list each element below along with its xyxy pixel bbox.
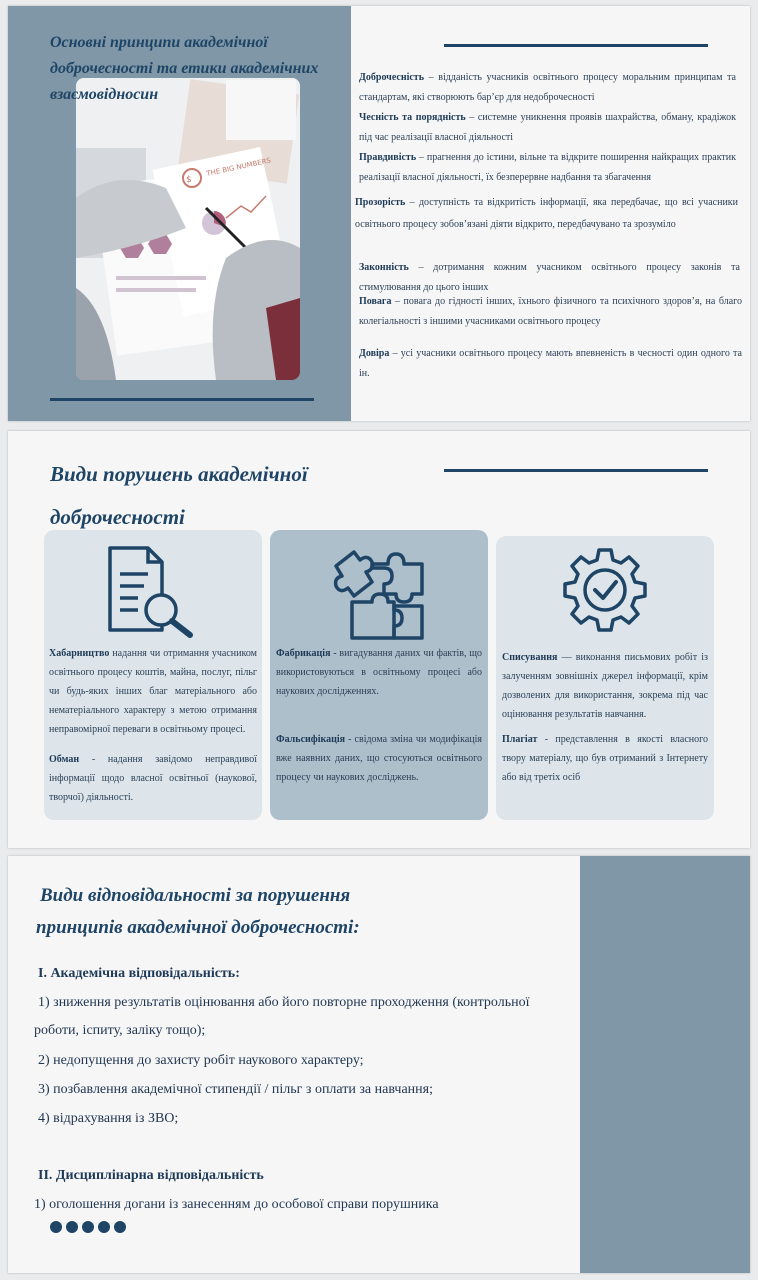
violation-card-cheating [496, 536, 714, 820]
slide3-title: Види відповідальності за порушення принципів академічної доброчесності: [36, 885, 360, 938]
principle-integrity: Доброчесність – відданість учасників освітнього процесу моральним принципам та стандартам, які створюють бар’єр для недоброчесності [359, 72, 736, 103]
section-disciplinary: II. Дисциплінарна відповідальність [38, 1168, 264, 1183]
decorative-dots [50, 1220, 130, 1238]
list-item: 2) недопущення до захисту робіт наукового характеру; [38, 1053, 364, 1068]
principle-transparency: Прозорість – доступність та відкритість інформації, яка передбачає, що всі учасники освітнього процесу зобов’язані діяти відкрито, передбачувано та зрозуміло [355, 197, 738, 230]
right-panel [580, 856, 750, 1273]
violation-copying: Списування — виконання письмових робіт із залученням зовнішніх джерел інформації, крім дозволених для використання, зокрема під час оцінювання результатів навчання. [502, 652, 708, 720]
slide1-title: Основні принципи академічної доброчесності та етики академічних взаємовідносин [50, 34, 319, 103]
slide-principles [8, 6, 750, 421]
principle-trust: Довіра – усі учасники освітнього процесу мають впевненість в чесності один одного та ін. [359, 348, 742, 379]
list-item: 1) зниження результатів оцінювання або його повторне проходження (контрольної [38, 995, 530, 1010]
photo-illustration [76, 78, 300, 380]
divider-right [444, 469, 708, 472]
photo-documents [76, 78, 300, 380]
document-search-icon [104, 544, 198, 638]
section-academic: I. Академічна відповідальність: [38, 966, 240, 981]
slide-violations [8, 431, 750, 848]
principle-truthfulness: Правдивість – прагнення до істини, вільне та відкрите поширення найкращих практик реалізації власної діяльності, їх безперервне надбання та збагачення [359, 152, 736, 183]
violation-card-fabrication [270, 530, 488, 820]
slide2-title: Види порушень академічної доброчесності [50, 462, 308, 529]
divider-left [50, 398, 314, 401]
svg-text:$: $ [186, 175, 192, 185]
photo-doc-title: THE BIG NUMBERS [205, 156, 272, 178]
principle-legality: Законність – дотримання кожним учасником освітнього процесу законів та стимулювання до цього інших [359, 262, 740, 293]
slide-responsibility [8, 856, 750, 1273]
violation-bribery: Хабарництво надання чи отримання учасником освітнього процесу коштів, майна, послуг, пільг чи будь-яких інших благ матеріального або нематеріального характеру з метою отримання неправомірної переваги в освітньому процесі. [49, 648, 257, 735]
list-item: 1) оголошення догани із занесенням до особової справи порушника [34, 1197, 439, 1212]
gear-check-icon [559, 546, 651, 638]
list-item: 3) позбавлення академічної стипендії / пільг з оплати за навчання; [38, 1082, 433, 1097]
violation-fabrication: Фабрикація - вигадування даних чи фактів, що використовуються в освітньому процесі або наукових дослідженнях. [276, 648, 482, 697]
violation-card-bribery [44, 530, 262, 820]
principle-honesty: Чесність та порядність – системне уникнення проявів шахрайства, обману, крадіжок під час реалізації власної діяльності [359, 112, 737, 143]
puzzle-icon [330, 544, 426, 642]
violation-falsification: Фальсифікація - свідома зміна чи модифікація вже наявних даних, що стосуються освітнього процесу чи наукових досліджень. [276, 734, 482, 783]
list-item: 4) відрахування із ЗВО; [38, 1111, 179, 1126]
divider-right [444, 44, 708, 47]
violation-deception: Обман - надання завідомо неправдивої інформації щодо власної освітньої (наукової, творчої) діяльності. [49, 754, 257, 803]
list-item: роботи, іспиту, заліку тощо); [34, 1023, 206, 1038]
principle-respect: Повага – повага до гідності інших, їхнього фізичного та психічного здоров’я, на благо колегіальності з іншими учасниками освітнього процесу [359, 296, 742, 327]
violation-plagiarism: Плагіат - представлення в якості власного твору матеріалу, що був отриманий з Інтернету або від третіх осіб [502, 734, 708, 783]
